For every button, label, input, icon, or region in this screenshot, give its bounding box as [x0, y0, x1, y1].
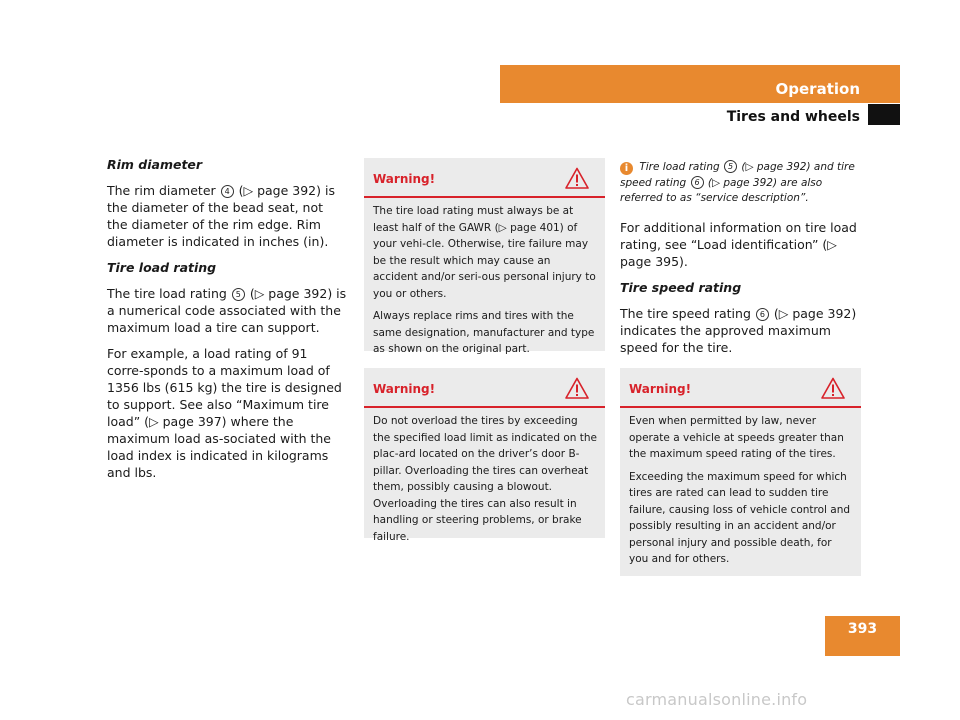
info-text-a: Tire load rating — [639, 161, 720, 173]
header-marker — [868, 104, 900, 125]
warning-body — [620, 408, 861, 582]
section-title: Operation — [775, 80, 860, 98]
section-header-bar — [500, 65, 900, 103]
speed-text-a: The tire speed rating — [620, 305, 751, 321]
tire-speed-heading: Tire speed rating — [620, 279, 742, 295]
warning-text-2: Exceeding the maximum speed for which tires are rated can lead to sudden tire failure, causing loss of vehicle control and possibly resulting in an accident and/or personal injury and possible death, for you and for others. — [629, 470, 851, 565]
warning-box-speed — [620, 368, 861, 576]
callout-number-4: 4 — [221, 185, 234, 198]
right-column — [620, 160, 865, 365]
tire-load-paragraph-1 — [107, 285, 347, 336]
warning-title: Warning! — [629, 382, 692, 396]
load-text-a: The tire load rating — [107, 286, 227, 301]
callout-number-5: 5 — [724, 160, 737, 173]
callout-number-6: 6 — [691, 176, 704, 189]
info-note — [620, 160, 865, 207]
warning-title: Warning! — [373, 382, 436, 396]
rim-text-a: The rim diameter — [107, 183, 216, 198]
warning-box-overload — [364, 368, 605, 543]
warning-header — [364, 158, 605, 198]
watermark-text: carmanualsonline.info — [626, 690, 808, 709]
info-icon: i — [620, 162, 633, 175]
warning-triangle-icon — [565, 377, 589, 399]
load-identification-paragraph: For additional information on tire load rating, see “Load identification” (▷ page 395). — [620, 219, 857, 269]
tire-load-heading: Tire load rating — [107, 260, 217, 275]
warning-title: Warning! — [373, 172, 436, 186]
warning-text-1: Even when permitted by law, never operate a vehicle at speeds greater than the maximum speed rating of the tires. — [629, 415, 844, 460]
tire-speed-paragraph — [620, 305, 865, 356]
page-number: 393 — [825, 616, 900, 656]
warning-text-2: Always replace rims and tires with the same designation, manufacturer and type as shown on the original part. — [373, 310, 595, 355]
warning-body — [364, 408, 605, 559]
info-text-c: (▷ page 392) are also referred to as “service description”. — [620, 176, 823, 204]
info-text-b: (▷ page 392) and tire speed rating — [620, 161, 855, 189]
warning-triangle-icon — [821, 377, 845, 399]
warning-header — [620, 368, 861, 408]
warning-triangle-icon — [565, 167, 589, 189]
tire-load-paragraph-2: For example, a load rating of 91 corre-sponds to a maximum load of 1356 lbs (615 kg) the tire is designed to support. See also “Maximum tire load” (▷ page 397) where the maximum load as-sociated with the load index is indicated in kilograms and lbs. — [107, 346, 342, 480]
speed-text-b: (▷ page 392) indicates the approved maximum speed for the tire. — [620, 305, 857, 355]
rim-diameter-heading: Rim diameter — [107, 157, 203, 172]
rim-text-b: (▷ page 392) is the diameter of the bead seat, not the diameter of the rim edge. Rim diameter is indicated in inches (in). — [107, 183, 335, 249]
warning-header — [364, 368, 605, 408]
subsection-title: Tires and wheels — [726, 109, 860, 125]
warning-text-1: Do not overload the tires by exceeding the specified load limit as indicated on the plac-ard located on the driver’s door B-pillar. Overloading the tires can overheat them, possibly causing a blowout. Overloading the tires can also result in handling or steering problems, or brake failure. — [373, 415, 597, 543]
callout-number-5: 5 — [232, 288, 245, 301]
rim-diameter-paragraph — [107, 182, 347, 250]
warning-text-1: The tire load rating must always be at least half of the GAWR (▷ page 401) of your vehi-cle. Otherwise, tire failure may be the result which may cause an accident and/or seri-ous personal injury to you or others. — [373, 205, 596, 300]
left-column — [107, 156, 347, 490]
warning-body — [364, 198, 605, 372]
warning-box-load-rating — [364, 158, 605, 355]
callout-number-6: 6 — [756, 308, 769, 321]
load-text-b: (▷ page 392) is a numerical code associated with the maximum load a tire can support. — [107, 286, 347, 335]
